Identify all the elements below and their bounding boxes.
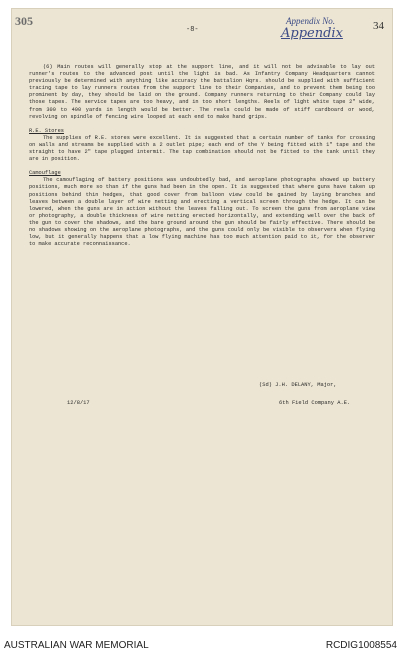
folio-number: 305	[15, 14, 33, 28]
sheet-number: 34	[373, 20, 384, 32]
archive-reference: RCDIG1008554	[325, 640, 397, 651]
signature-unit: 6th Field Company A.E.	[279, 400, 351, 406]
signature-name: (Sd) J.H. DELANY, Major,	[259, 382, 337, 388]
document-page	[11, 8, 393, 626]
appendix-stamp: Appendix No.	[286, 16, 335, 26]
page-number: -8-	[186, 26, 199, 34]
appendix-handwritten: Appendix	[281, 26, 343, 41]
document-date: 12/8/17	[67, 400, 90, 406]
archive-name: AUSTRALIAN WAR MEMORIAL	[4, 640, 149, 651]
camouflage-heading: Camouflage	[29, 170, 61, 177]
re-stores-paragraph: The supplies of R.E. stores were excellent. It is suggested that a certain number of tanks for crossing on walls and streams be supplied with a 2 outlet pipe; each end of the Y being fitted with 1" tape and the straight to have 2" tape plugged intermit. The tap combination should not be fitted to the tank until they are in position.	[29, 134, 375, 163]
document-body	[29, 64, 375, 248]
camouflage-paragraph: The camouflaging of battery positions was undoubtedly bad, and aeroplane photographs showed up battery positions, much more so than if the guns had been in the open. It is suggested that where guns have taken up positions behind thin hedges, that good cover from balloon view could be gained by laying branches and leaves between a double layer of wire netting and erecting a vertical screen through the hedge. It can be lowered, when the guns are in action without the leaves falling out. To screen the guns from aeroplane view or photography, a double thickness of wire netting erected horizontally, and extending well over the back of the gun to cover the shadows, and the bare ground around the gun should be fairly effective. There should be no shadows showing on the aeroplane photographs, and the guns could only be visible to observers when flying low, but it generally happens that a low flying machine has too much attention paid to it, for the observer to make accurate reconnaissance.	[29, 177, 375, 248]
archive-footer	[0, 636, 403, 654]
re-stores-heading: R.E. Stores	[29, 127, 64, 134]
paragraph-6: (6) Main routes will generally stop at the support line, and it will not be advisable to lay out runner's routes to the advanced post until the light is bad. As Infantry Company Headquarters cannot previously be determined with anything like accuracy the battalion Hqrs. should be supplied with sufficient tracing tape to lay runners routes from the support line to their Companies, and to prevent them being too prominent by day, they should be laid on the ground. Company runners returning to their Company could lay those tapes. The service tapes are too heavy, and in too short lengths. Reels of light white tape 2" wide, from 300 to 400 yards in length would be better. The reels could be made of stiff cardboard or wood, revolving on spindle of fencing wire looped at each end to make hand grips.	[29, 64, 375, 120]
